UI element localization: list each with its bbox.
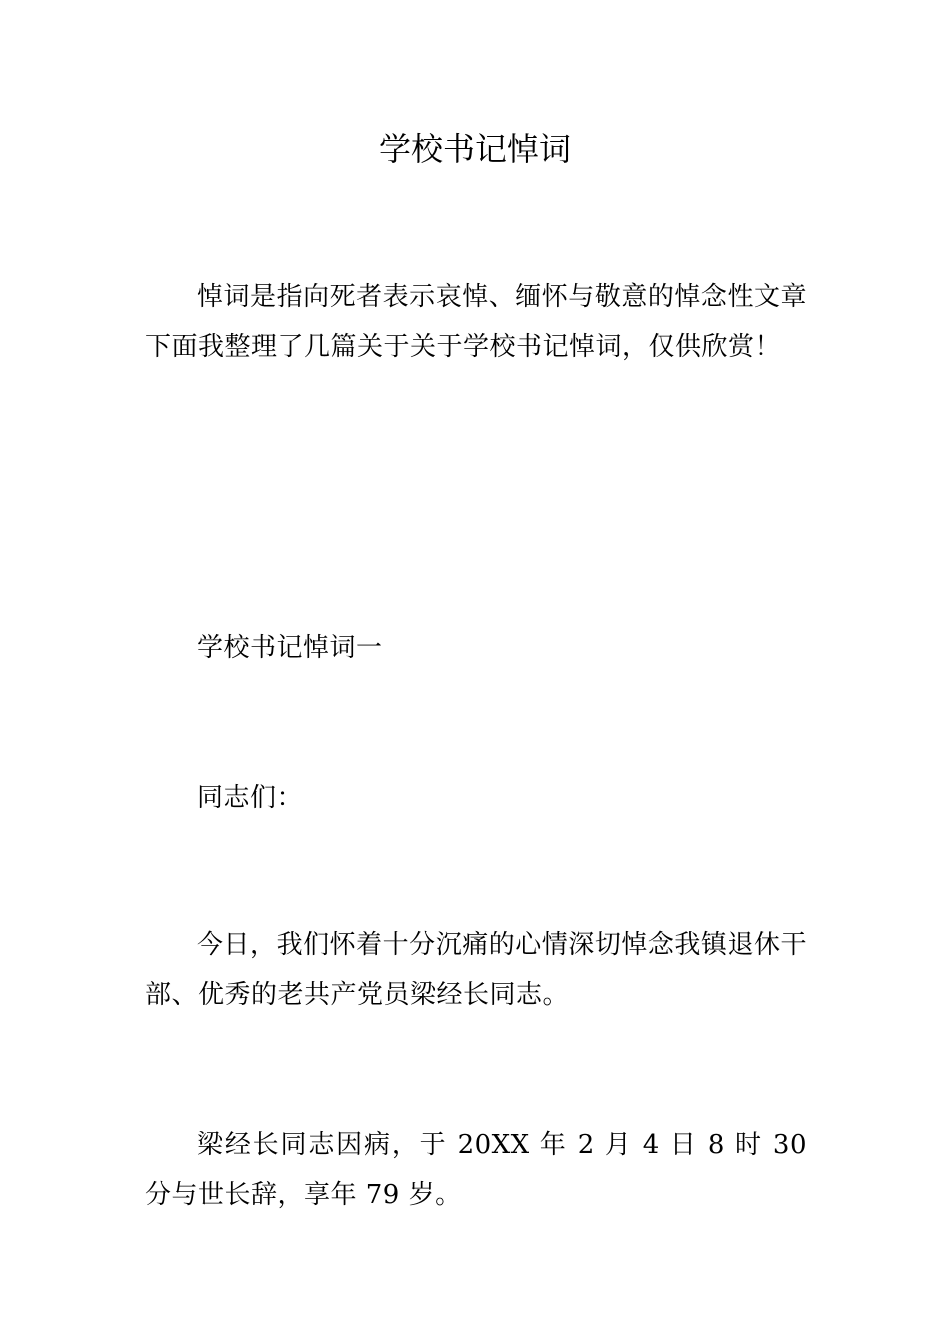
document-title: 学校书记悼词 <box>378 130 571 168</box>
body-paragraph: 梁经长同志因病，于 20XX 年 2 月 4 日 8 时 30 分与世长辞，享年 79 岁。 <box>145 1130 807 1210</box>
intro-paragraph: 悼词是指向死者表示哀悼、缅怀与敬意的悼念性文章下面我整理了几篇关于关于学校书记悼词，仅供欣赏！ <box>145 282 807 362</box>
body-paragraph: 今日，我们怀着十分沉痛的心情深切悼念我镇退休干部、优秀的老共产党员梁经长同志。 <box>145 930 807 1010</box>
section-heading: 学校书记悼词一 <box>197 633 383 663</box>
salutation: 同志们： <box>197 783 304 813</box>
